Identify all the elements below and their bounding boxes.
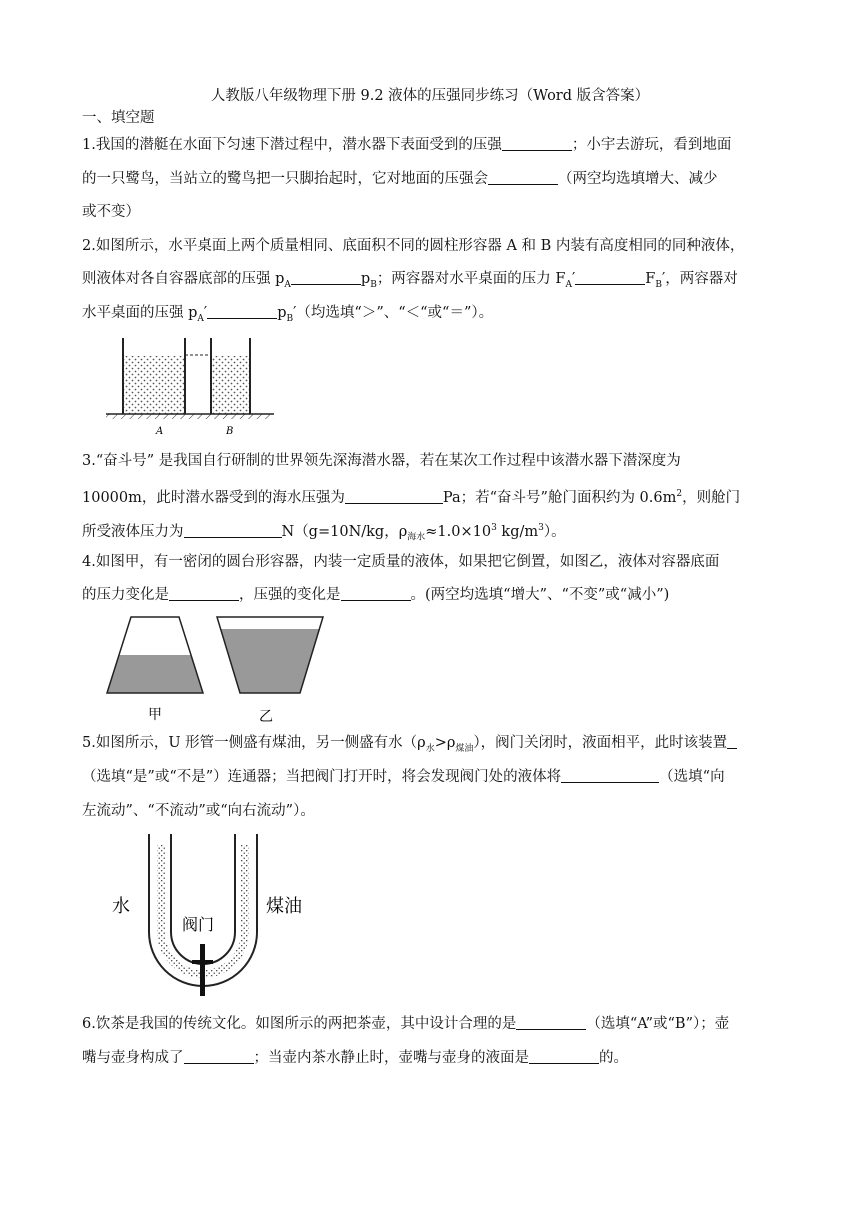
q2-blank2[interactable] (575, 270, 645, 285)
q6-blank2[interactable] (184, 1049, 254, 1064)
q1-line3: 或不变） (82, 204, 140, 220)
q2-line1: 2.如图所示，水平桌面上两个质量相同、底面积不同的圆柱形容器 A 和 B 内装有高度相同的同种液体， (82, 238, 745, 254)
q6-line1: 6.饮茶是我国的传统文化。如图所示的两把茶壶，其中设计合理的是 （选填“A”或“B”）；壶 (82, 1016, 730, 1032)
q5-line3: 左流动”、“不流动”或“向右流动”）。 (82, 803, 315, 819)
q6-blank3[interactable] (529, 1049, 599, 1064)
label-kerosene: 煤油 (266, 896, 302, 917)
q3-blank2[interactable] (184, 523, 282, 538)
caption-yi: 乙 (259, 709, 273, 723)
q4-line1: 4.如图甲，有一密闭的圆台形容器，内装一定质量的液体，如果把它倒置，如图乙，液体对容器底面 (82, 554, 720, 570)
q1-blank1[interactable] (502, 136, 572, 151)
q4-blank2[interactable] (341, 586, 411, 601)
q3-blank1[interactable] (345, 489, 443, 504)
label-water: 水 (112, 896, 130, 917)
figure-label-a: A (156, 426, 164, 437)
q4-frustum-figure (104, 615, 326, 723)
q4-blank1[interactable] (169, 586, 239, 601)
label-valve: 阀门 (182, 915, 215, 934)
q1-blank2[interactable] (488, 170, 558, 185)
page-title: 人教版八年级物理下册 9.2 液体的压强同步练习（Word 版含答案） (210, 88, 650, 104)
caption-jia: 甲 (148, 707, 162, 723)
q6-blank1[interactable] (516, 1015, 586, 1030)
q1-line1: 1.我国的潜艇在水面下匀速下潜过程中，潜水器下表面受到的压强 ；小宇去游玩，看到地面 (82, 137, 732, 153)
q5-blank1[interactable] (727, 734, 737, 749)
q2-blank1[interactable] (291, 270, 361, 285)
q6-line2: 嘴与壶身构成了 ；当壶内茶水静止时，壶嘴与壶身的液面是 的。 (82, 1050, 628, 1066)
q5-blank2[interactable] (561, 768, 659, 783)
q3-line3: 所受液体压力为 N（g=10N/kg，$\rho_{海水}\approx 1.0\times 10^3$ $kg/m^3$）。 (82, 523, 566, 543)
container-b-liquid (212, 356, 249, 414)
figure-label-b: B (226, 426, 234, 437)
container-a-liquid (124, 356, 184, 414)
q2-blank3[interactable] (207, 304, 277, 319)
frustum-b-liquid (220, 629, 320, 693)
q3-line2: 10000m，此时潜水器受到的海水压强为 Pa；若“奋斗号”舱门面积约为 $0.6m^2$，则舱门 (82, 489, 741, 506)
frustum-a-liquid (107, 655, 203, 693)
q5-line1: 5.如图所示，U 形管一侧盛有煤油，另一侧盛有水$(\rho_水>\rho_{煤油})$，阀门关闭时，液面相平，此时该装置 (82, 733, 737, 759)
valve-stem (200, 944, 205, 996)
q1-line2: 的一只鹭鸟，当站立的鹭鸟把一只脚抬起时，它对地面的压强会 （两空均选填增大、减少 (82, 171, 718, 187)
q2-line3: 水平桌面的压强 $p_A'$ $p_B'$（均选填“＞”、“＜“或“＝”）。 (82, 305, 494, 324)
valve-handle (192, 960, 213, 964)
q2-line2: 则液体对各自容器底部的压强 $p_A$ $p_B$；两容器对水平桌面的压力 $F_A'$ $F_B'$，两容器对 (82, 271, 738, 290)
q5-line2: （选填“是”或“不是”）连通器；当把阀门打开时，将会发现阀门处的液体将 （选填“向 (82, 769, 725, 785)
q5-u-tube-figure (108, 832, 328, 1002)
q3-line1: 3.“奋斗号” 是我国自行研制的世界领先深海潜水器，若在某次工作过程中该潜水器下潜深度为 (82, 453, 681, 469)
q4-line2: 的压力变化是 ，压强的变化是 。(两空均选填“增大”、“不变”或“减小”) (82, 587, 670, 603)
section-heading: 一、填空题 (82, 110, 155, 126)
q2-containers-figure (104, 334, 279, 440)
